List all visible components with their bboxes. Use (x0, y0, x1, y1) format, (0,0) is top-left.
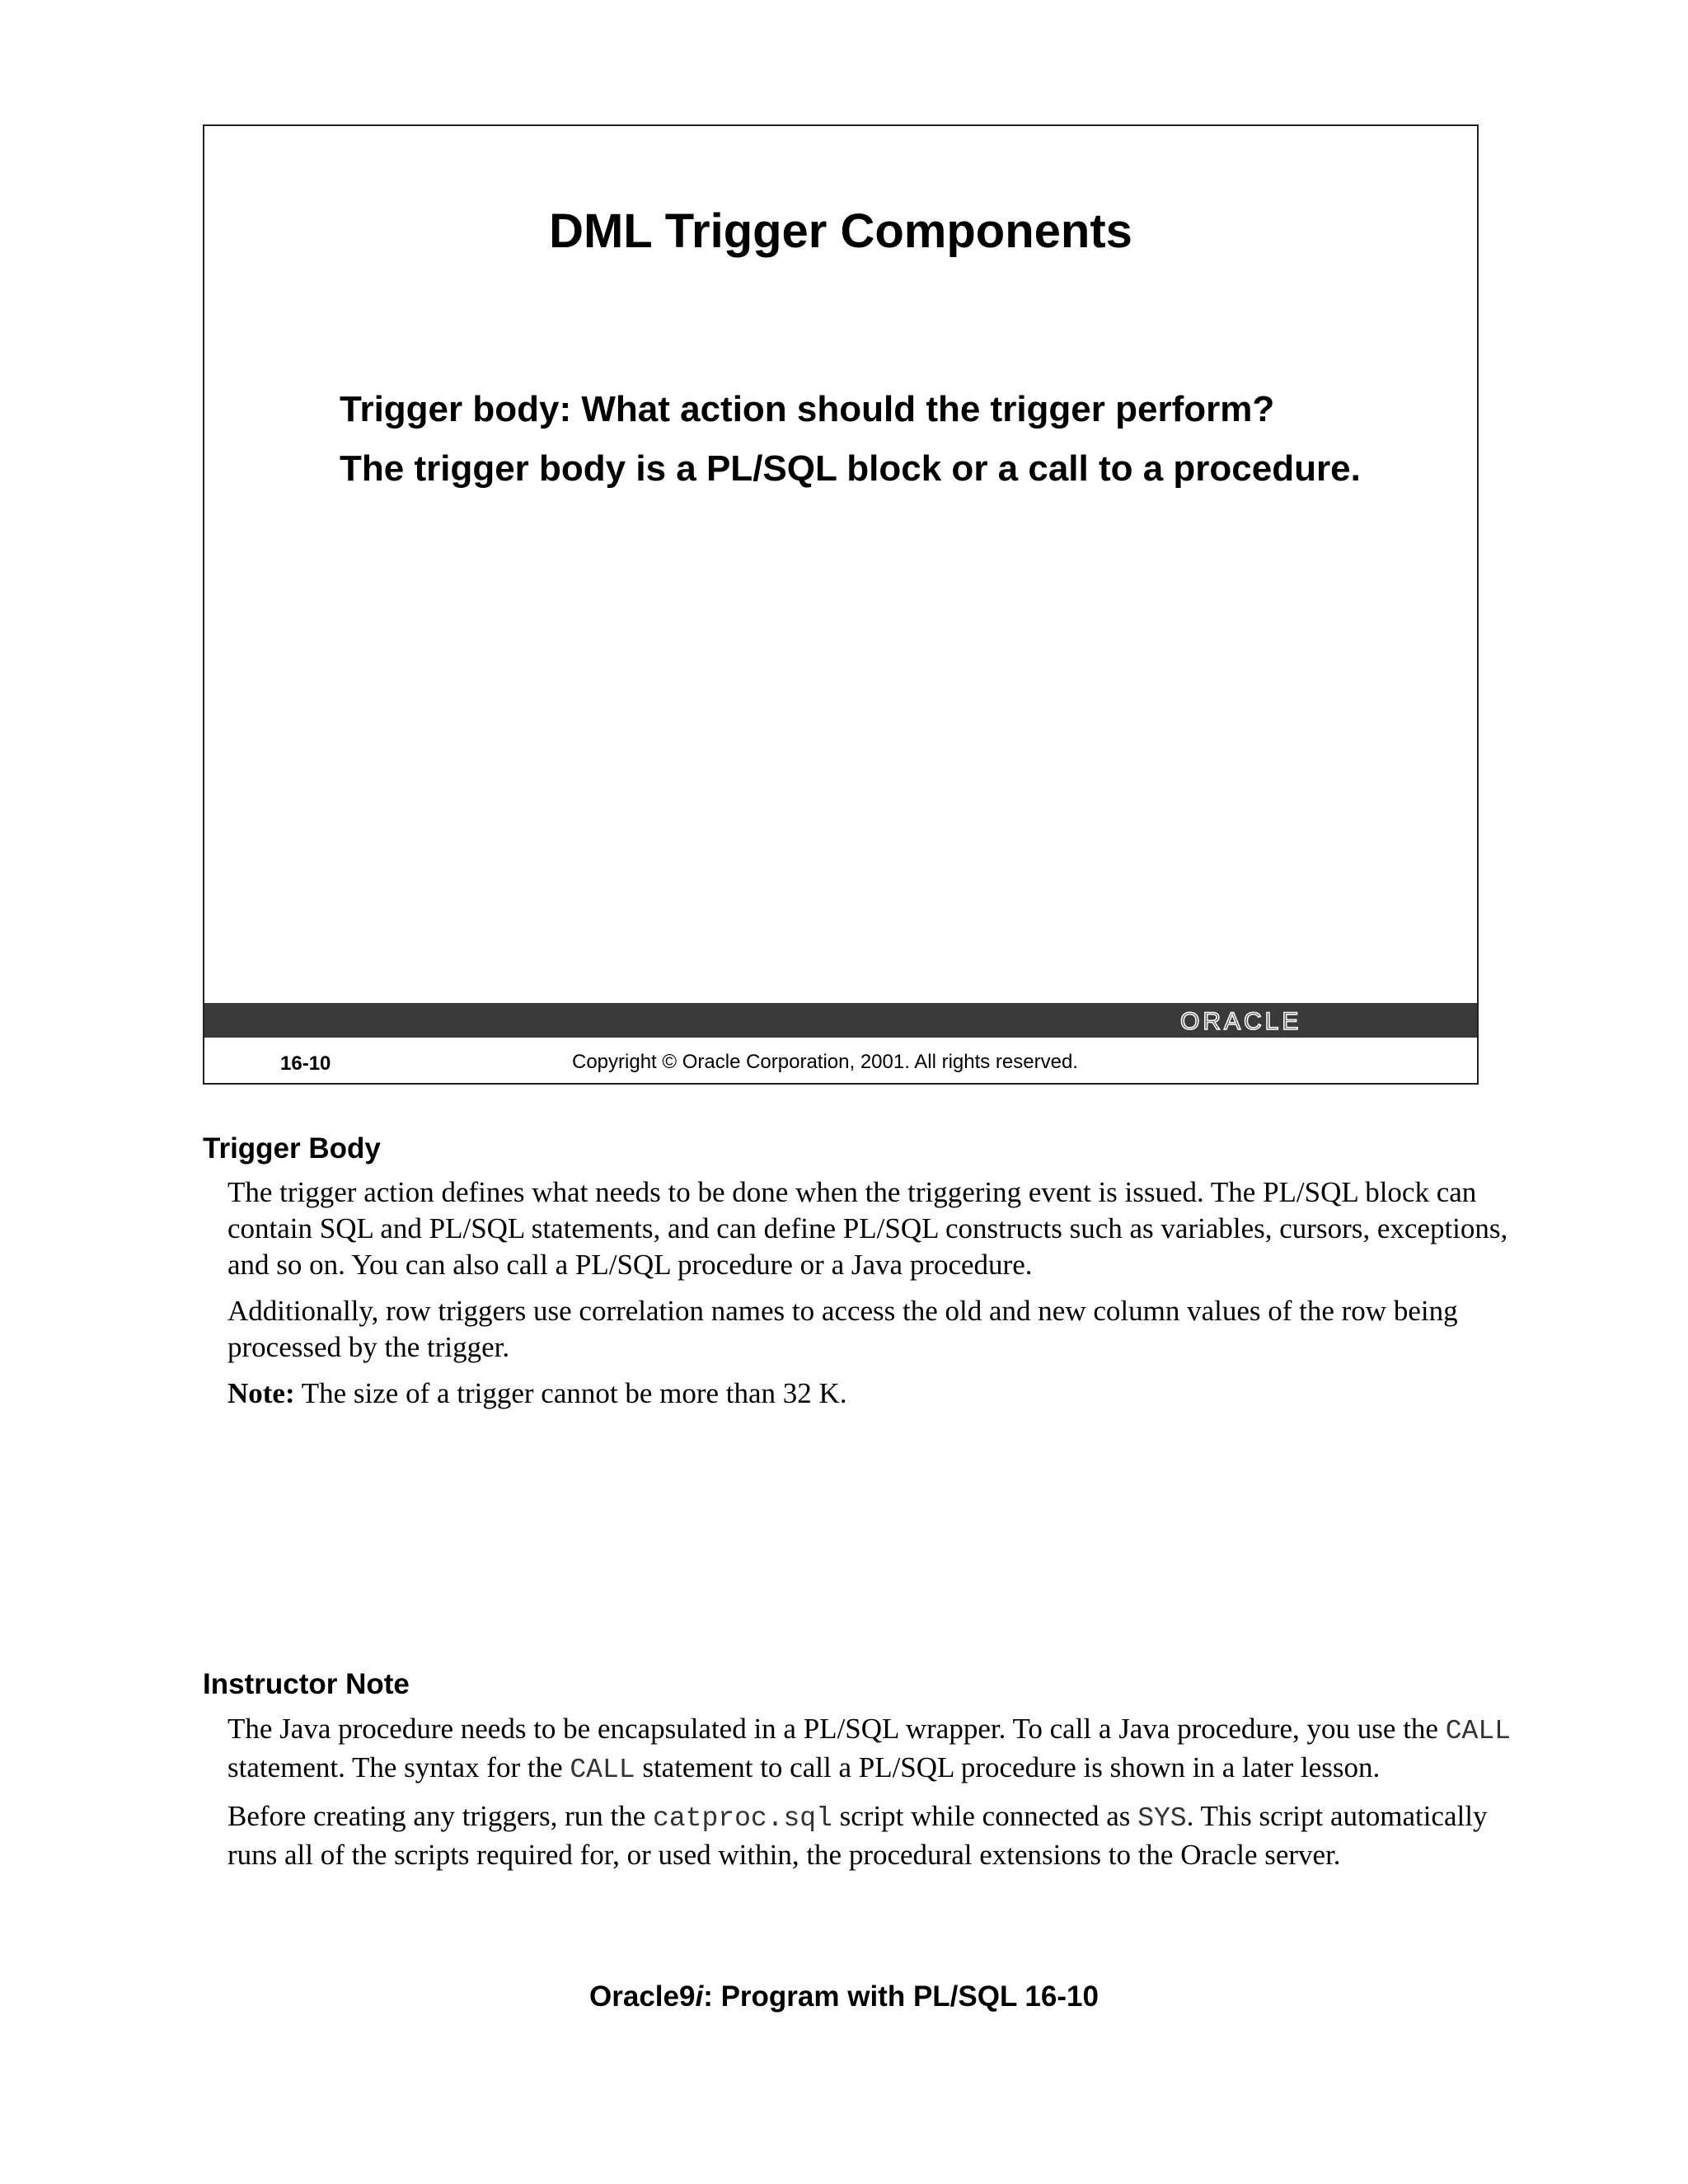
slide-bullet-question: Trigger body: What action should the trigger perform? (340, 389, 1275, 429)
slide-body (340, 388, 1411, 507)
trigger-body-heading: Trigger Body (203, 1132, 381, 1165)
correlation-paragraph: Additionally, row triggers use correlation names to access the old and new column values of the row being processed by the trigger. (227, 1295, 1458, 1363)
java-wrapper-paragraph (227, 1711, 1530, 1788)
trigger-body-paragraph: The trigger action defines what needs to be done when the triggering event is issued. The PL/SQL block can contain SQL and PL/SQL statements, and can define PL/SQL constructs such as variables, cursors, exceptions, and so on. You can also call a PL/SQL procedure or a Java procedure. (227, 1176, 1508, 1281)
text-run: Before creating any triggers, run the (227, 1800, 654, 1832)
instructor-note-heading: Instructor Note (203, 1668, 410, 1700)
note-label: Note: (227, 1377, 295, 1409)
slide-copyright: Copyright © Oracle Corporation, 2001. All rights reserved. (572, 1051, 1078, 1073)
slide-number: 16-10 (280, 1052, 331, 1075)
text-run: script while connected as (832, 1800, 1138, 1832)
footer-prefix: Oracle9 (589, 1980, 696, 2013)
slide-footer (204, 1038, 1477, 1083)
code-call: CALL (1445, 1716, 1511, 1746)
text-run: statement. The syntax for the (227, 1751, 570, 1783)
size-note (227, 1376, 1530, 1412)
footer-suffix: : Program with PL/SQL 16-10 (703, 1980, 1099, 2013)
slide-frame (203, 124, 1479, 1085)
svg-text:ORACLE: ORACLE (1180, 1008, 1302, 1034)
instructor-notes (227, 1711, 1530, 1883)
slide-title: DML Trigger Components (549, 204, 1132, 258)
footer-italic: i (695, 1980, 704, 2013)
code-catproc: catproc.sql (653, 1803, 832, 1834)
text-run: The Java procedure needs to be encapsulated in a PL/SQL wrapper. To call a Java procedure, you use the (227, 1713, 1446, 1745)
text-run: statement to call a PL/SQL procedure is shown in a later lesson. (635, 1751, 1381, 1783)
code-sys: SYS (1137, 1803, 1187, 1834)
code-call: CALL (570, 1755, 635, 1785)
catproc-paragraph (227, 1798, 1530, 1873)
slide-bullet-definition: The trigger body is a PL/SQL block or a call to a procedure. (340, 448, 1361, 489)
page-footer (0, 1980, 1688, 2013)
text-run: . This script automatically runs all of the scripts required for, or used within, the procedural extensions to the Oracle server. (227, 1800, 1488, 1871)
slide-footer-bar (204, 1003, 1477, 1038)
oracle-logo (1180, 1006, 1345, 1034)
note-text: The size of a trigger cannot be more than 32 K. (294, 1377, 847, 1409)
trigger-body-notes (227, 1174, 1530, 1422)
